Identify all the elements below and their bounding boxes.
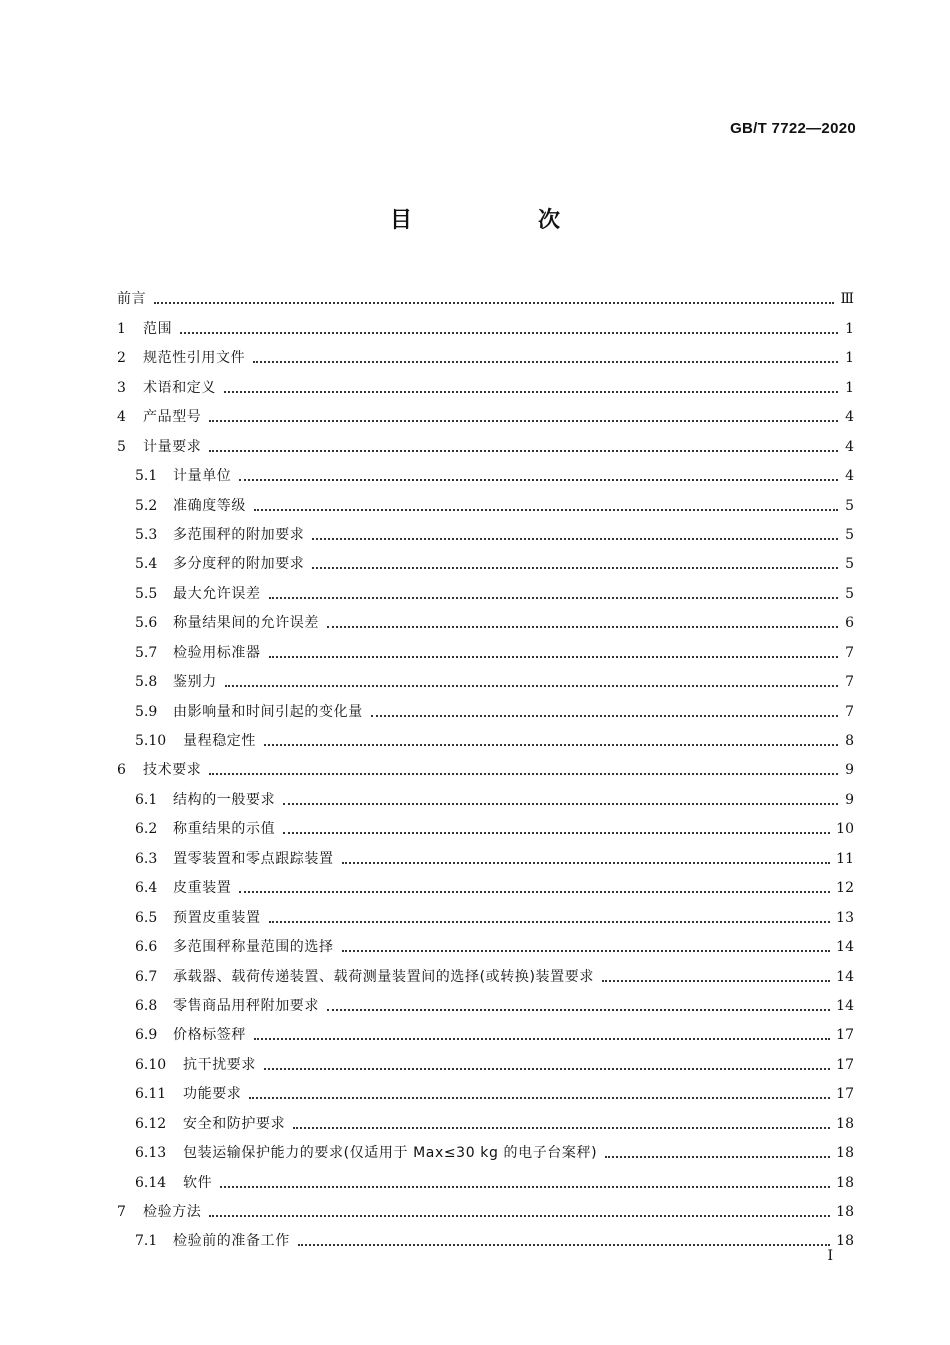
toc-entry-title: 检验方法	[143, 1204, 202, 1220]
toc-entry-title: 术语和定义	[143, 379, 216, 396]
toc-entry-number: 4	[117, 409, 126, 426]
toc-entry-title: 规范性引用文件	[143, 350, 246, 367]
page-number: Ⅰ	[827, 1248, 833, 1264]
toc-entry-title: 抗干扰要求	[183, 1056, 256, 1073]
toc-dot-leader	[209, 449, 838, 452]
toc-entry-page: 13	[836, 909, 854, 926]
toc-dot-leader	[342, 949, 831, 952]
toc-entry-title: 准确度等级	[173, 497, 246, 514]
toc-entry-number: 3	[117, 379, 126, 396]
toc-dot-leader	[154, 301, 834, 304]
toc-entry[interactable]	[117, 1015, 854, 1044]
toc-entry-page: 18	[836, 1204, 854, 1220]
toc-entry[interactable]	[117, 632, 854, 661]
toc-dot-leader	[327, 625, 838, 628]
toc-entry-number: 6.6	[135, 939, 158, 956]
toc-entry[interactable]	[117, 426, 854, 455]
toc-entry[interactable]	[117, 603, 854, 632]
toc-entry-title: 鉴别力	[173, 674, 217, 691]
toc-entry-page: 5	[845, 497, 854, 514]
toc-entry[interactable]	[117, 308, 854, 337]
toc-entry-title: 量程稳定性	[183, 733, 256, 749]
toc-entry[interactable]	[117, 691, 854, 720]
toc-entry-number: 6	[117, 762, 126, 779]
toc-entry-number: 5.2	[135, 497, 158, 514]
toc-entry-title: 计量要求	[143, 438, 202, 455]
toc-entry-number: 5.10	[135, 733, 167, 749]
toc-entry-title: 检验前的准备工作	[173, 1233, 290, 1250]
document-code: GB/T 7722—2020	[730, 120, 856, 137]
toc-entry-page: 4	[845, 438, 854, 455]
toc-entry-title: 承载器、载荷传递装置、载荷测量装置间的选择(或转换)装置要求	[173, 968, 594, 985]
toc-entry-page: 9	[845, 791, 854, 808]
toc-entry[interactable]	[117, 1221, 854, 1250]
toc-entry-title: 称重结果的示值	[173, 821, 276, 838]
toc-entry-title: 检验用标准器	[173, 644, 261, 661]
toc-entry-page: 18	[836, 1115, 854, 1132]
toc-entry[interactable]	[117, 986, 854, 1015]
toc-dot-leader	[249, 1096, 830, 1099]
toc-entry-title: 前言	[117, 291, 147, 308]
toc-entry[interactable]	[117, 956, 854, 985]
toc-dot-leader	[342, 861, 831, 864]
toc-entry-number: 5	[117, 438, 126, 455]
toc-entry[interactable]	[117, 750, 854, 779]
toc-entry-page: 17	[836, 1086, 854, 1103]
toc-entry-page: 10	[836, 821, 854, 838]
toc-entry-page: 17	[836, 1027, 854, 1044]
toc-entry-title: 零售商品用秤附加要求	[173, 997, 319, 1014]
toc-entry-title: 计量单位	[173, 468, 232, 485]
toc-entry-title: 置零装置和零点跟踪装置	[173, 850, 334, 867]
toc-entry-page: 4	[845, 409, 854, 426]
toc-entry-number: 5.9	[135, 703, 158, 720]
toc-dot-leader	[239, 478, 838, 481]
toc-entry-page: 5	[845, 526, 854, 543]
toc-dot-leader	[264, 743, 838, 746]
toc-entry-page: 8	[845, 733, 854, 749]
toc-entry-page: Ⅲ	[840, 291, 854, 308]
toc-dot-leader	[605, 1155, 830, 1158]
toc-entry-page: 9	[845, 762, 854, 779]
toc-dot-leader	[269, 920, 831, 923]
toc-entry[interactable]	[117, 1133, 854, 1162]
toc-entry-title: 软件	[183, 1174, 213, 1191]
toc-entry[interactable]	[117, 1192, 854, 1221]
toc-dot-leader	[602, 979, 830, 982]
toc-entry-number: 5.8	[135, 674, 158, 691]
toc-entry[interactable]	[117, 397, 854, 426]
toc-entry-page: 5	[845, 556, 854, 573]
toc-dot-leader	[254, 1037, 830, 1040]
toc-entry-number: 5.5	[135, 585, 158, 602]
toc-dot-leader	[283, 802, 838, 805]
toc-entry-title: 价格标签秤	[173, 1027, 246, 1044]
toc-entry[interactable]	[117, 515, 854, 544]
toc-entry-title: 皮重装置	[173, 880, 232, 897]
toc-entry-page: 7	[845, 644, 854, 661]
toc-dot-leader	[327, 1008, 830, 1011]
toc-entry-number: 6.8	[135, 997, 158, 1014]
toc-entry-number: 5.6	[135, 615, 158, 632]
toc-entry[interactable]	[117, 1162, 854, 1191]
toc-dot-leader	[254, 508, 838, 511]
toc-dot-leader	[371, 714, 838, 717]
toc-entry-page: 7	[845, 703, 854, 720]
table-of-contents	[117, 279, 854, 1250]
toc-entry-title: 多分度秤的附加要求	[173, 556, 305, 573]
toc-entry-number: 6.1	[135, 791, 158, 808]
toc-entry-number: 5.7	[135, 644, 158, 661]
toc-dot-leader	[224, 390, 838, 393]
toc-dot-leader	[293, 1126, 830, 1129]
toc-entry-page: 1	[845, 320, 854, 337]
toc-dot-leader	[312, 537, 838, 540]
toc-entry[interactable]	[117, 868, 854, 897]
toc-dot-leader	[209, 772, 838, 775]
toc-dot-leader	[220, 1185, 830, 1188]
toc-entry-page: 17	[836, 1056, 854, 1073]
toc-entry-number: 5.4	[135, 556, 158, 573]
toc-entry-number: 7.1	[135, 1233, 158, 1250]
toc-entry-title: 由影响量和时间引起的变化量	[173, 703, 363, 720]
toc-entry-number: 6.3	[135, 850, 158, 867]
toc-entry-number: 5.1	[135, 468, 158, 485]
toc-entry-number: 6.14	[135, 1174, 167, 1191]
toc-entry[interactable]	[117, 367, 854, 396]
toc-dot-leader	[283, 831, 830, 834]
toc-entry-page: 12	[836, 880, 854, 897]
toc-entry-number: 6.13	[135, 1145, 167, 1162]
toc-entry-number: 6.2	[135, 821, 158, 838]
toc-entry-number: 6.12	[135, 1115, 167, 1132]
toc-dot-leader	[180, 331, 838, 334]
toc-entry-number: 6.7	[135, 968, 158, 985]
toc-entry[interactable]	[117, 838, 854, 867]
toc-entry-title: 多范围秤称量范围的选择	[173, 939, 334, 956]
toc-entry-page: 14	[836, 939, 854, 956]
toc-dot-leader	[209, 1214, 830, 1217]
toc-entry[interactable]	[117, 279, 854, 308]
toc-dot-leader	[264, 1067, 830, 1070]
toc-dot-leader	[225, 684, 838, 687]
toc-entry[interactable]	[117, 927, 854, 956]
toc-entry-number: 6.9	[135, 1027, 158, 1044]
toc-entry-page: 18	[836, 1145, 854, 1162]
toc-dot-leader	[312, 566, 838, 569]
toc-entry[interactable]	[117, 721, 854, 750]
toc-entry[interactable]	[117, 1044, 854, 1073]
toc-entry-page: 4	[845, 468, 854, 485]
toc-dot-leader	[253, 360, 838, 363]
toc-entry-number: 2	[117, 350, 126, 367]
toc-dot-leader	[269, 655, 838, 658]
toc-entry-title: 安全和防护要求	[183, 1115, 286, 1132]
toc-entry-title: 称量结果间的允许误差	[173, 615, 319, 632]
toc-entry[interactable]	[117, 573, 854, 602]
toc-entry-number: 1	[117, 320, 126, 337]
toc-dot-leader	[239, 890, 830, 893]
toc-entry[interactable]	[117, 779, 854, 808]
toc-entry-title: 包装运输保护能力的要求(仅适用于 Max≤30 kg 的电子台案秤)	[183, 1145, 598, 1162]
toc-entry[interactable]	[117, 897, 854, 926]
toc-entry-title: 结构的一般要求	[173, 791, 276, 808]
toc-entry-number: 6.4	[135, 880, 158, 897]
toc-entry-page: 7	[845, 674, 854, 691]
toc-entry-number: 5.3	[135, 526, 158, 543]
toc-entry-page: 1	[845, 379, 854, 396]
toc-entry-number: 6.5	[135, 909, 158, 926]
toc-entry-number: 6.10	[135, 1056, 167, 1073]
page-title: 目 次	[389, 208, 612, 233]
toc-entry-title: 技术要求	[143, 762, 202, 779]
toc-entry[interactable]	[117, 456, 854, 485]
toc-entry-title: 预置皮重装置	[173, 909, 261, 926]
toc-entry[interactable]	[117, 1103, 854, 1132]
toc-entry-title: 产品型号	[143, 409, 202, 426]
toc-dot-leader	[269, 596, 838, 599]
toc-entry[interactable]	[117, 485, 854, 514]
toc-entry[interactable]	[117, 1074, 854, 1103]
toc-entry-title: 范围	[143, 320, 173, 337]
toc-entry[interactable]	[117, 338, 854, 367]
toc-entry-page: 18	[836, 1174, 854, 1191]
toc-entry-number: 6.11	[135, 1086, 167, 1103]
toc-entry-page: 11	[836, 850, 854, 867]
toc-entry[interactable]	[117, 662, 854, 691]
toc-dot-leader	[209, 419, 838, 422]
toc-entry-page: 6	[845, 615, 854, 632]
toc-entry-page: 14	[836, 997, 854, 1014]
toc-entry-number: 7	[117, 1204, 126, 1220]
toc-entry-title: 最大允许误差	[173, 585, 261, 602]
toc-dot-leader	[298, 1243, 830, 1246]
toc-entry-page: 18	[836, 1233, 854, 1250]
toc-entry-page: 5	[845, 585, 854, 602]
toc-entry[interactable]	[117, 809, 854, 838]
toc-entry-title: 多范围秤的附加要求	[173, 526, 305, 543]
toc-entry-title: 功能要求	[183, 1086, 242, 1103]
toc-entry-page: 14	[836, 968, 854, 985]
toc-entry-page: 1	[845, 350, 854, 367]
toc-entry[interactable]	[117, 544, 854, 573]
